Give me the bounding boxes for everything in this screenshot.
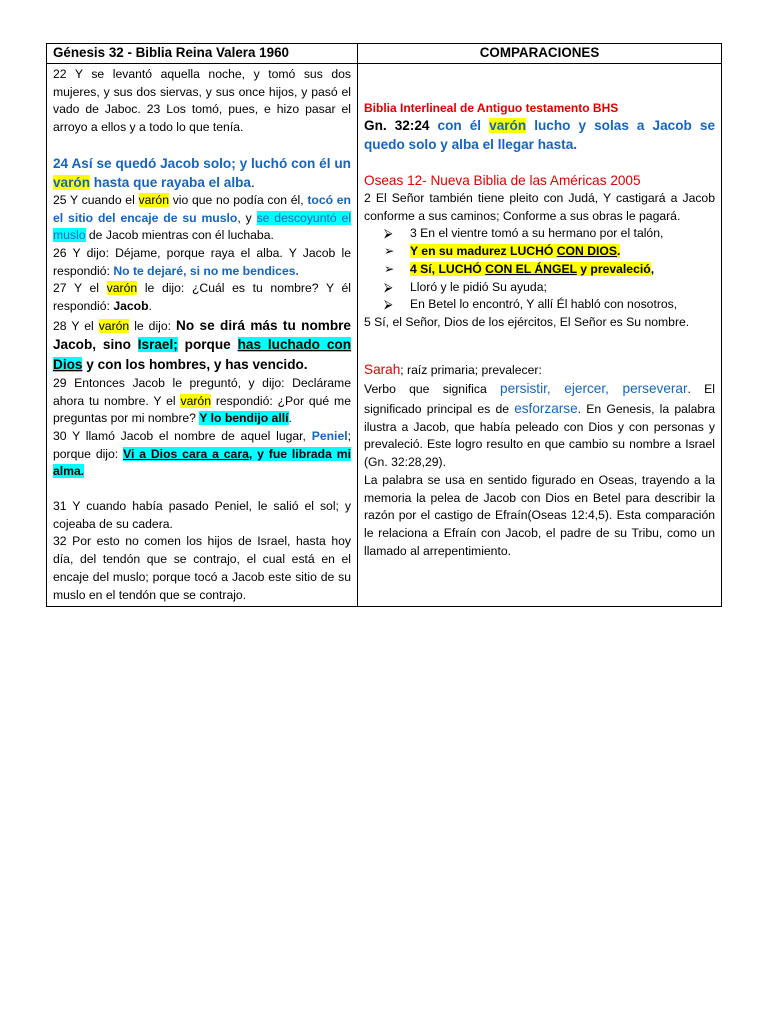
verse-22: 22 Y se levantó aquella noche, y tomó sus dos mujeres, y sus dos siervas, y sus once hijos, y pasó el vado de Jaboc. 23 Los tomó, pues, e hizo pasar el arroyo a ellos y a todo lo que tenía.	[53, 67, 351, 135]
outline-arrow-icon: ⮚	[384, 279, 393, 294]
genesis-column	[47, 64, 358, 607]
verse-31: 31 Y cuando había pasado Peniel, le salió el sol; y cojeaba de su cadera.	[53, 499, 351, 531]
oseas-verse-5: 5 Sí, el Señor, Dios de los ejércitos, El Señor es Su nombre.	[364, 314, 690, 329]
filled-arrow-icon: ➢	[384, 261, 395, 276]
outline-arrow-icon: ⮚	[384, 226, 393, 241]
verse-32: 32 Por esto no comen los hijos de Israel, hasta hoy día, del tendón que se contrajo, el cual está en el encaje del muslo; porque tocó a Jacob este sitio de su muslo en el tendón que se contrajo.	[53, 534, 351, 602]
verse-29: 29 Entonces Jacob le preguntó, y dijo: Declárame ahora tu nombre. Y el varón respondió: ¿Por qué me preguntas por mi nombre? Y lo bendijo allí.	[53, 375, 351, 426]
bhs-title: Biblia Interlineal de Antiguo testamento BHS	[364, 101, 619, 115]
list-item: ⮚ 3 En el vientre tomó a su hermano por el talón,	[384, 225, 715, 243]
verse-26: 26 Y dijo: Déjame, porque raya el alba. Y Jacob le respondió: No te dejaré, si no me bendices.	[53, 245, 351, 278]
oseas-bullet-list	[364, 225, 715, 314]
header-comparaciones: COMPARACIONES	[358, 44, 722, 64]
verse-27: 27 Y el varón le dijo: ¿Cuál es tu nombre? Y él respondió: Jacob.	[53, 281, 351, 314]
filled-arrow-icon: ➢	[384, 244, 395, 259]
varon-highlight: varón	[53, 174, 91, 190]
palabra-paragraph: La palabra se usa en sentido figurado en Oseas, trayendo a la memoria la pelea de Jacob con Dios en Betel para describir la razón por el castigo de Efraín(Oseas 12:4,5). Esta comparación le relaciona a Efraín con Jacob, el padre de su Tribu, como un llamado al arrepentimiento.	[364, 472, 715, 558]
verse-28: 28 Y el varón le dijo: No se dirá más tu nombre Jacob, sino Israel; porque has luchado con Dios y con los hombres, y has vencido.	[53, 317, 351, 373]
oseas-title: Oseas 12- Nueva Biblia de las Américas 2005	[364, 173, 641, 188]
verse-24: 24 Así se quedó Jacob solo; y luchó con él un varón hasta que rayaba el alba.	[53, 155, 351, 190]
comparison-table	[46, 43, 722, 607]
verse-25: 25 Y cuando el varón vio que no podía con él, tocó en el sitio del encaje de su muslo, y se descoyuntó el muslo de Jacob mientras con él luchaba.	[53, 192, 352, 243]
list-item: ➢ Y en su madurez LUCHÓ CON DIOS.	[384, 243, 715, 261]
list-item: ⮚ En Betel lo encontró, Y allí Él habló con nosotros,	[384, 296, 715, 314]
varon-highlight: varón	[489, 118, 527, 133]
header-row	[47, 44, 722, 64]
outline-arrow-icon: ⮚	[384, 297, 393, 312]
varon-highlight: varón	[106, 281, 138, 296]
gn-reference: Gn. 32:24 con él varón lucho y solas a Jacob se quedo solo y alba el llegar hasta.	[364, 118, 716, 152]
varon-highlight: varón	[98, 318, 130, 333]
oseas-verse-2: 2 El Señor también tiene pleito con Judá, Y castigará a Jacob conforme a sus caminos; Conforme a sus obras le pagará.	[364, 191, 715, 223]
comparaciones-column	[358, 64, 722, 607]
header-genesis: Génesis 32 - Biblia Reina Valera 1960	[47, 44, 358, 64]
list-item: ⮚ Lloró y le pidió Su ayuda;	[384, 279, 715, 297]
verbo-paragraph: Verbo que significa persistir, ejercer, perseverar. El significado principal es de esforzarse. En Genesis, la palabra ilustra a Jacob, que había peleado con Dios y con personas y prevaleció. Este logro resulto en que cambio su nombre a Israel (Gn. 32:28,29).	[364, 381, 716, 470]
varon-highlight: varón	[180, 393, 211, 408]
content-row	[47, 64, 722, 607]
sarah-definition: Sarah; raíz primaria; prevalecer:	[364, 361, 542, 377]
list-item: ➢ 4 Sí, LUCHÓ CON EL ÁNGEL y prevaleció,	[384, 261, 715, 279]
varon-highlight: varón	[138, 192, 169, 207]
verse-30: 30 Y llamó Jacob el nombre de aquel lugar, Peniel; porque dijo: Vi a Dios cara a cara, y fue librada mi alma.	[53, 428, 351, 479]
